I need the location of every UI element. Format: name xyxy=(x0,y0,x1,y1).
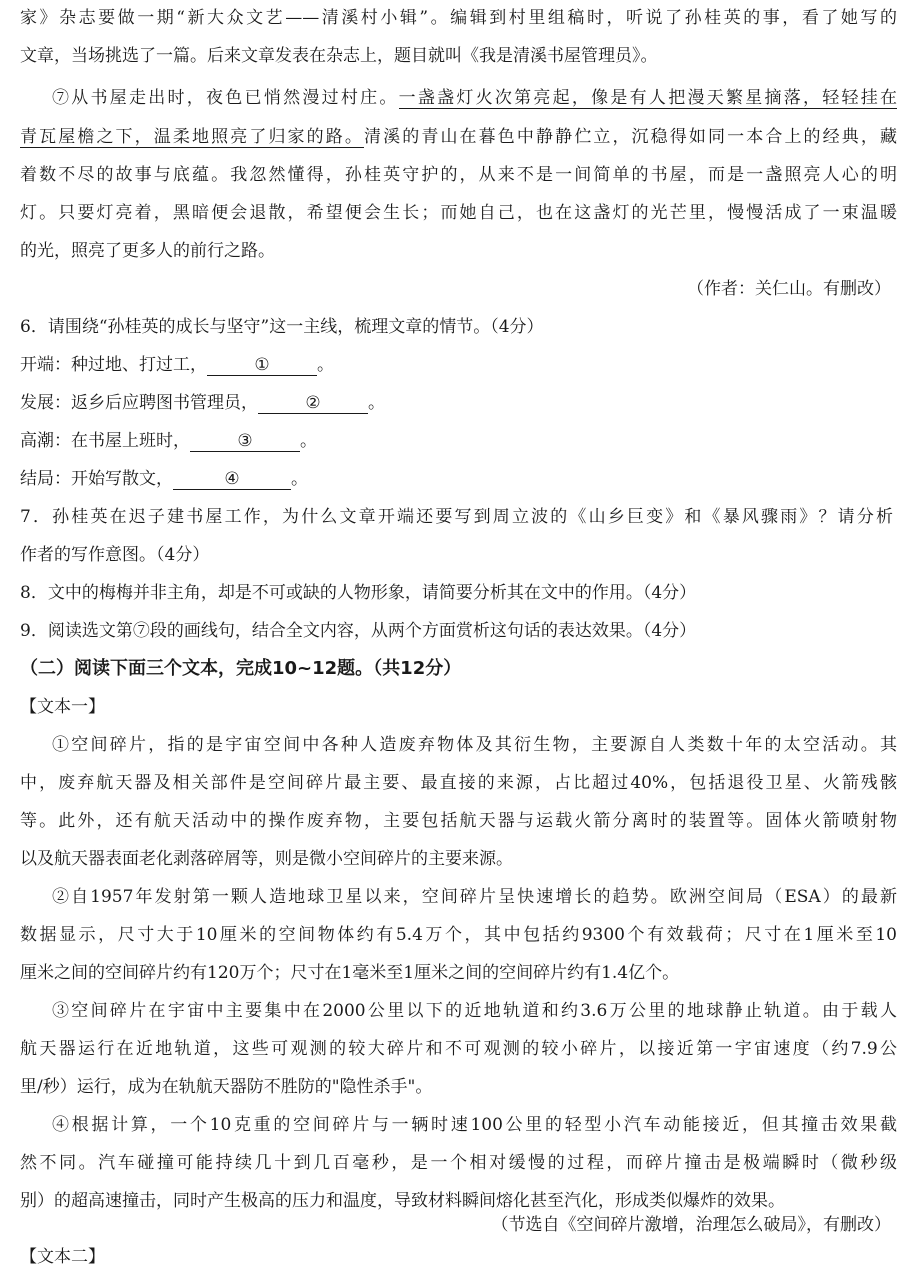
plot-prefix: 开端：种过地、打过工， xyxy=(20,355,207,375)
story-paragraph-6-line-1: 家》杂志要做一期“新大众文艺——清溪村小辑”。编辑到村里组稿时，听说了孙桂英的事，看了她写的 xyxy=(20,8,897,28)
text-1-paragraph-1-line-1: ①空间碎片，指的是宇宙空间中各种人造废弃物体及其衍生物，主要源自人类数十年的太空活动。其 xyxy=(52,735,897,755)
text-1-paragraph-1-line-4: 以及航天器表面老化剥落碎屑等，则是微小空间碎片的主要来源。 xyxy=(20,849,513,869)
text-1-paragraph-2-line-2: 数据显示，尺寸大于10厘米的空间物体约有5.4万个，其中包括约9300个有效载荷；尺寸在1厘米至10 xyxy=(20,925,897,945)
story-p7-text: ⑦从书屋走出时，夜色已悄然漫过村庄。 xyxy=(52,88,399,108)
plot-item-opening xyxy=(0,353,913,377)
story-paragraph-7-line-5: 的光，照亮了更多人的前行之路。 xyxy=(20,241,275,261)
underlined-sentence-part-1: 一盏盏灯火次第亮起，像是有人把漫天繁星摘落，轻轻挂在 xyxy=(398,88,898,108)
question-8: 8．文中的梅梅并非主角，却是不可或缺的人物形象，请简要分析其在文中的作用。（4分） xyxy=(20,583,697,603)
plot-suffix: 。 xyxy=(317,355,334,375)
question-7-line-2: 作者的写作意图。（4分） xyxy=(20,545,210,565)
text-1-paragraph-1-line-3: 等。此外，还有航天活动中的操作废弃物，主要包括航天器与运载火箭分离时的装置等。固体火箭喷射物 xyxy=(20,811,897,831)
question-9: 9．阅读选文第⑦段的画线句，结合全文内容，从两个方面赏析这句话的表达效果。（4分） xyxy=(20,621,697,641)
plot-prefix: 结局：开始写散文， xyxy=(20,469,173,489)
story-paragraph-7-line-1 xyxy=(0,86,913,110)
story-p7-text: 清溪的青山在暮色中静静伫立，沉稳得如同一本合上的经典，藏 xyxy=(364,127,897,147)
text-1-paragraph-3-line-3: 里/秒）运行，成为在轨航天器防不胜防的"隐性杀手"。 xyxy=(20,1077,433,1097)
text-1-paragraph-4-line-1: ④根据计算，一个10克重的空间碎片与一辆时速100公里的轻型小汽车动能接近，但其撞击效果截 xyxy=(52,1115,897,1135)
story-paragraph-7-line-2 xyxy=(0,125,913,149)
text-1-paragraph-2-line-3: 厘米之间的空间碎片约有120万个；尺寸在1毫米至1厘米之间的空间碎片约有1.4亿个。 xyxy=(20,963,680,983)
question-6: 6．请围绕“孙桂英的成长与坚守”这一主线，梳理文章的情节。（4分） xyxy=(20,317,544,337)
plot-item-ending xyxy=(0,467,913,491)
answer-blank-3[interactable]: ③ xyxy=(190,431,300,452)
story-paragraph-7-line-4: 灯。只要灯亮着，黑暗便会退散，希望便会生长；而她自己，也在这盏灯的光芒里，慢慢活成了一束温暖 xyxy=(20,203,897,223)
question-7-line-1: 7．孙桂英在迟子建书屋工作，为什么文章开端还要写到周立波的《山乡巨变》和《暴风骤雨》？请分析 xyxy=(20,507,893,527)
answer-blank-1[interactable]: ① xyxy=(207,355,317,376)
text-1-paragraph-4-line-3: 别）的超高速撞击，同时产生极高的压力和温度，导致材料瞬间熔化甚至汽化，形成类似爆炸的效果。 xyxy=(20,1191,785,1211)
text-1-paragraph-3-line-1: ③空间碎片在宇宙中主要集中在2000公里以下的近地轨道和约3.6万公里的地球静止轨道。由于载人 xyxy=(52,1001,897,1021)
text-1-paragraph-1-line-2: 中，废弃航天器及相关部件是空间碎片最主要、最直接的来源，占比超过40%，包括退役卫星、火箭残骸 xyxy=(20,773,897,793)
story-paragraph-6-line-2: 文章，当场挑选了一篇。后来文章发表在杂志上，题目就叫《我是清溪书屋管理员》。 xyxy=(20,46,658,66)
plot-suffix: 。 xyxy=(368,393,385,413)
answer-blank-4[interactable]: ④ xyxy=(173,469,291,490)
underlined-sentence-part-2: 青瓦屋檐之下，温柔地照亮了归家的路。 xyxy=(20,127,364,147)
plot-prefix: 高潮：在书屋上班时， xyxy=(20,431,190,451)
plot-suffix: 。 xyxy=(291,469,308,489)
text-1-paragraph-2-line-1: ②自1957年发射第一颗人造地球卫星以来，空间碎片呈快速增长的趋势。欧洲空间局（ESA）的最新 xyxy=(52,887,897,907)
plot-item-development xyxy=(0,391,913,415)
story-paragraph-7-line-3: 着数不尽的故事与底蕴。我忽然懂得，孙桂英守护的，从来不是一间简单的书屋，而是一盏照亮人心的明 xyxy=(20,165,897,185)
section-2-heading: （二）阅读下面三个文本，完成10~12题。（共12分） xyxy=(20,658,462,679)
plot-item-climax xyxy=(0,429,913,453)
author-credit: （作者：关仁山。有删改） xyxy=(687,279,891,299)
text-2-label: 【文本二】 xyxy=(20,1247,105,1267)
text-1-paragraph-4-line-2: 然不同。汽车碰撞可能持续几十到几百毫秒，是一个相对缓慢的过程，而碎片撞击是极端瞬时（微秒级 xyxy=(20,1153,897,1173)
source-credit: （节选自《空间碎片激增，治理怎么破局》，有删改） xyxy=(491,1215,891,1235)
plot-suffix: 。 xyxy=(300,431,317,451)
text-1-label: 【文本一】 xyxy=(20,697,105,717)
answer-blank-2[interactable]: ② xyxy=(258,393,368,414)
text-1-paragraph-3-line-2: 航天器运行在近地轨道，这些可观测的较大碎片和不可观测的较小碎片，以接近第一宇宙速度（约7.9公 xyxy=(20,1039,897,1059)
plot-prefix: 发展：返乡后应聘图书管理员， xyxy=(20,393,258,413)
